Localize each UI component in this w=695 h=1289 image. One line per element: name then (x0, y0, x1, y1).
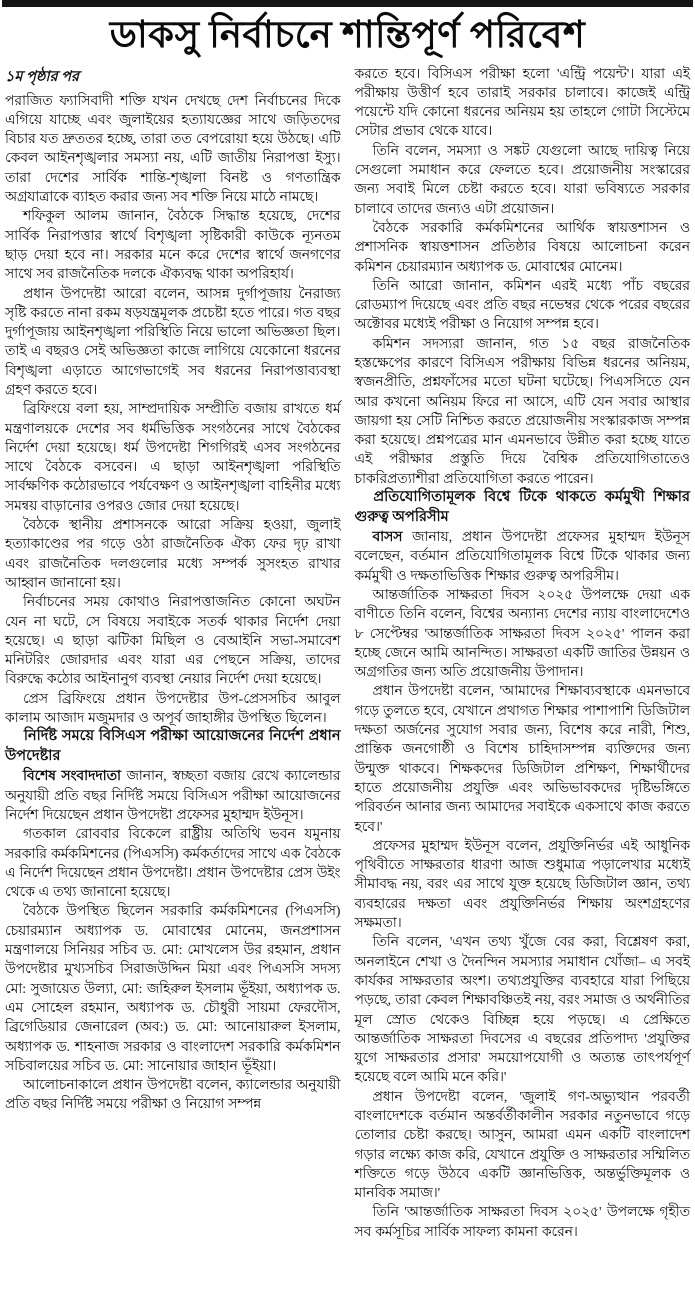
left-column (5, 64, 341, 1242)
paragraph: আন্তর্জাতিক সাক্ষরতা দিবস ২০২৫ উপলক্ষে দেয়া এক বাণীতে তিনি বলেন, বিশ্বের অন্যান্য দেশের ন্যায় বাংলাদেশেও ৮ সেপ্টেম্বর 'আন্তর্জাতিক সাক্ষরতা দিবস ২০২৫' পালন করা হচ্ছে জেনে আমি আনন্দিত। সাক্ষরতা একটি জাতির উন্নয়ন ও অগ্রগতির জন্য অতি প্রয়োজনীয় উপাদান। (354, 586, 690, 680)
section-subheading: নির্দিষ্ট সময়ে বিসিএস পরীক্ষা আয়োজনের নির্দেশ প্রধান উপদেষ্টার (5, 728, 341, 764)
paragraph: প্রফেসর মুহাম্মদ ইউনূস বলেন, প্রযুক্তিনির্ভর এই আধুনিক পৃথিবীতে সাক্ষরতার ধারণা আজ শুধুমাত্র পড়ালেখার মধ্যেই সীমাবদ্ধ নয়, বরং এর সাথে যুক্ত হয়েছে ডিজিটাল জ্ঞান, তথ্য ব্যবহারের দক্ষতা এবং প্রযুক্তিনির্ভর শিক্ষায় অংশগ্রহণের সক্ষমতা। (354, 837, 690, 931)
paragraph (355, 527, 691, 585)
paragraph: কমিশন সদস্যরা জানান, গত ১৫ বছর রাজনৈতিক হস্তক্ষেপের কারণে বিসিএস পরীক্ষায় বিভিন্ন ধরনের অনিয়ম, স্বজনপ্রীতি, প্রশ্নফাঁসের মতো ঘটনা ঘটেছে। পিএসসিতে যেন আর কখনো অনিয়ম ফিরে না আসে, এটি যেন সবার আস্থার জায়গা হয় সেটি নিশ্চিত করতে প্রয়োজনীয় সংস্কারকাজ সম্পন্ন করা হয়েছে। প্রশ্নপত্রের মান এমনভাবে উন্নীত করা হচ্ছে যাতে এই পরীক্ষার প্রস্তুতি দিয়ে বৈশ্বিক প্রতিযোগিতাতেও চাকরিপ্রত্যাশীরা প্রতিযোগিতা করতে পারেন। (354, 335, 690, 486)
top-rule (2, 0, 693, 7)
paragraph: তিনি বলেন, 'এখন তথ্য খুঁজে বের করা, বিশ্লেষণ করা, অনলাইনে শেখা ও দৈনন্দিন সমস্যার সমাধান খোঁজা– এ সবই কার্যকর সাক্ষরতার অংশ। তথ্যপ্রযুক্তির ব্যবহারে যারা পিছিয়ে পড়ছে, তারা কেবল শিক্ষাবঞ্চিতই নয়, বরং সমাজ ও অর্থনীতির মূল স্রোত থেকেও বিচ্ছিন্ন হয়ে পড়ছে। এ প্রেক্ষিতে আন্তর্জাতিক সাক্ষরতা দিবসের এ বছরের প্রতিপাদ্য 'প্রযুক্তির যুগে সাক্ষরতার প্রসার' সময়োপযোগী ও অত্যন্ত তাৎপর্যপূর্ণ হয়েছে বলে আমি মনে করি।' (354, 934, 690, 1085)
paragraph: করতে হবে। বিসিএস পরীক্ষা হলো 'এন্ট্রি পয়েন্ট'। যারা এই পরীক্ষায় উত্তীর্ণ হবে তারাই সরকার চালাবে। কাজেই এন্ট্রি পয়েন্টে যদি কোনো ধরনের অনিয়ম হয় তাহলে গোটা সিস্টেমে সেটার প্রভাব থেকে যাবে। (354, 65, 690, 139)
reporter-credit: বিশেষ সংবাদদাতা (22, 768, 121, 784)
paragraph: তিনি আরো জানান, কমিশন এরই মধ্যে পাঁচ বছরের রোডম্যাপ দিয়েছে এবং প্রতি বছর নভেম্বর থেকে পরের বছরের অক্টোবর মধ্যেই পরীক্ষা ও নিয়োগ সম্পন্ন হবে। (354, 277, 690, 332)
paragraph: বৈঠকে উপস্থিত ছিলেন সরকারি কর্মকমিশনের (পিএসসি) চেয়ারম্যান অধ্যাপক ড. মোবাশ্বের মোনেম, জনপ্রশাসন মন্ত্রণালয়ে সিনিয়র সচিব ড. মো: মোখলেস উর রহমান, প্রধান উপদেষ্টার মুখ্যসচিব সিরাজউদ্দিন মিয়া এবং পিএসসি সদস্য মো: সুজায়েত উল্যা, মো: জহিরুল ইসলাম ভূঁইয়া, অধ্যাপক ড. এম সোহেল রহমান, অধ্যাপক ড. চৌধুরী সায়মা ফেরদৌস, ব্রিগেডিয়ার জেনারেল (অব:) ড. মো: আনোয়ারুল ইসলাম, অধ্যাপক ড. শাহনাজ সরকার ও বাংলাদেশ সরকারি কর্মকমিশন সচিবালয়ের সচিব ড. মো: সানোয়ার জাহান ভূঁইয়া। (5, 903, 341, 1073)
paragraph: বৈঠকে সরকারি কর্মকমিশনের আর্থিক স্বায়ত্তশাসন ও প্রশাসনিক স্বায়ত্তশাসন প্রতিষ্ঠার বিষয়ে আলোচনা করেন কমিশন চেয়ারম্যান অধ্যাপক ড. মোবাশ্বের মোনেম। (354, 219, 690, 274)
article-body (0, 64, 695, 1242)
article-headline: ডাকসু নির্বাচনে শান্তিপূর্ণ পরিবেশ (109, 15, 586, 56)
paragraph-text: জানায়, প্রধান উপদেষ্টা প্রফেসর মুহাম্মদ ইউনূস বলেছেন, বর্তমান প্রতিযোগিতামূলক বিশ্বে টিকে থাকার জন্য কর্মমুখী ও দক্ষতাভিত্তিক শিক্ষার গুরুত্ব অপরিসীম। (354, 529, 690, 583)
paragraph: ব্রিফিংয়ে বলা হয়, সাম্প্রদায়িক সম্প্রীতি বজায় রাখতে ধর্ম মন্ত্রণালয়কে দেশের সব ধর্মভিত্তিক সংগঠনের সাথে বৈঠকের নির্দেশ দেয়া হয়েছে। ধর্ম উপদেষ্টা শিগগিরই এসব সংগঠনের সাথে বৈঠকে বসবেন। এ ছাড়া আইনশৃঙ্খলা পরিস্থিতি সার্বক্ষণিক কঠোরভাবে পর্যবেক্ষণ ও আইনশৃঙ্খলা বাহিনীর মধ্যে সমন্বয় বাড়ানোর ওপরও জোর দেয়া হয়েছে। (5, 401, 341, 513)
section-subheading: প্রতিযোগিতামূলক বিশ্বে টিকে থাকতে কর্মমুখী শিক্ষার গুরুত্ব অপরিসীম (354, 489, 690, 525)
paragraph: আলোচনাকালে প্রধান উপদেষ্টা বলেন, ক্যালেন্ডার অনুযায়ী প্রতি বছর নির্দিষ্ট সময়ে পরীক্ষা ও নিয়োগ সম্পন্ন (5, 1077, 341, 1112)
paragraph: প্রধান উপদেষ্টা বলেন, 'জুলাই গণ-অভ্যুত্থান পরবর্তী বাংলাদেশকে বর্তমান অন্তর্বর্তীকালীন সরকার নতুনভাবে গড়ে তোলার চেষ্টা করছে। আসুন, আমরা এমন একটি বাংলাদেশ গড়ার লক্ষ্যে কাজ করি, যেখানে প্রযুক্তি ও সাক্ষরতার সম্মিলিত শক্তিতে গড়ে উঠবে একটি জ্ঞানভিত্তিক, অন্তর্ভুক্তিমূলক ও মানবিক সমাজ।' (354, 1088, 690, 1201)
paragraph (5, 766, 341, 824)
paragraph: পরাজিত ফ্যাসিবাদী শক্তি যখন দেখছে দেশ নির্বাচনের দিকে এগিয়ে যাচ্ছে এবং জুলাইয়ের হত্যাযজ্ঞের সাথে জড়িতদের বিচার যত দ্রুততর হচ্ছে, তারা তত বেপরোয়া হয়ে উঠছে। এটি কেবল আইনশৃঙ্খলার সমস্যা নয়, এটি জাতীয় নিরাপত্তা ইস্যু। তারা দেশের সার্বিক শান্তি-শৃঙ্খলা বিনষ্ট ও গণতান্ত্রিক অগ্রযাত্রাকে ব্যাহত করার জন্য সব শক্তি নিয়ে মাঠে নামছে। (5, 92, 341, 205)
paragraph: তিনি 'আন্তর্জাতিক সাক্ষরতা দিবস ২০২৫' উপলক্ষে গৃহীত সব কর্মসূচির সার্বিক সাফল্য কামনা করেন। (354, 1204, 690, 1239)
paragraph: গতকাল রোববার বিকেলে রাষ্ট্রীয় অতিথি ভবন যমুনায় সরকারি কর্মকমিশনের (পিএসসি) কর্মকর্তাদের সাথে এক বৈঠকে এ নির্দেশ দিয়েছেন প্রধান উপদেষ্টা। প্রধান উপদেষ্টার প্রেস উইং থেকে এ তথ্য জানানো হয়েছে। (5, 826, 341, 900)
right-column (355, 64, 691, 1242)
paragraph-text: জানান, স্বচ্ছতা বজায় রেখে ক্যালেন্ডার অনুযায়ী প্রতি বছর নির্দিষ্ট সময়ে বিসিএস পরীক্ষা আয়োজনের নির্দেশ দিয়েছেন প্রধান উপদেষ্টা প্রফেসর মুহাম্মদ ইউনূস। (5, 768, 341, 822)
continuation-label: ১ম পৃষ্ঠার পর (5, 68, 79, 85)
news-agency-credit: বাসস (372, 529, 403, 545)
paragraph: প্রধান উপদেষ্টা আরো বলেন, আসন্ন দুর্গাপূজায় নৈরাজ্য সৃষ্টি করতে নানা রকম ষড়যন্ত্রমূলক প্রচেষ্টা হতে পারে। গত বছর দুর্গাপূজায় আইনশৃঙ্খলা পরিস্থিতি নিয়ে ভালো অভিজ্ঞতা ছিল। তাই এ বছরও সেই অভিজ্ঞতা কাজে লাগিয়ে যেকোনো ধরনের বিশৃঙ্খলা এড়াতে আগেভাগেই সব ধরনের নিরাপত্তাব্যবস্থা গ্রহণ করতে হবে। (5, 285, 341, 397)
paragraph: বৈঠকে স্থানীয় প্রশাসনকে আরো সক্রিয় হওয়া, জুলাই হত্যাকাণ্ডের পর গড়ে ওঠা রাজনৈতিক ঐক্য ফের দৃঢ় রাখা এবং রাজনৈতিক দলগুলোর মধ্যে সম্পর্ক সুসংহত রাখার আহ্বান জানানো হয়। (5, 517, 341, 590)
paragraph: নির্বাচনের সময় কোথাও নিরাপত্তাজনিত কোনো অঘটন যেন না ঘটে, সে বিষয়ে সবাইকে সতর্ক থাকার নির্দেশ দেয়া হয়েছে। এ ছাড়া ঝটিকা মিছিল ও বেআইনি সভা-সমাবেশ মনিটরিং জোরদার এবং যারা এর পেছনে সক্রিয়, তাদের বিরুদ্ধে কঠোর আইনানুগ ব্যবস্থা নেয়ার নির্দেশ দেয়া হয়েছে। (5, 594, 341, 687)
paragraph: তিনি বলেন, সমস্যা ও সঙ্কট যেগুলো আছে দায়িত্ব নিয়ে সেগুলো সমাধান করে ফেলতে হবে। প্রয়োজনীয় সংস্কারের জন্য সবাই মিলে চেষ্টা করতে হবে। যারা ভবিষ্যতে সরকার চালাবে তাদের জন্যও এটা প্রয়োজন। (354, 142, 690, 216)
paragraph: প্রধান উপদেষ্টা বলেন, 'আমাদের শিক্ষাব্যবস্থাকে এমনভাবে গড়ে তুলতে হবে, যেখানে প্রথাগত শিক্ষার পাশাপাশি ডিজিটাল দক্ষতা অর্জনের সুযোগ সবার জন্য, বিশেষ করে নারী, শিশু, প্রান্তিক জনগোষ্ঠী ও বিশেষ চাহিদাসম্পন্ন ব্যক্তিদের জন্য উন্মুক্ত থাকবে। শিক্ষকদের ডিজিটাল প্রশিক্ষণ, শিক্ষার্থীদের হাতে প্রয়োজনীয় প্রযুক্তি এবং অভিভাবকদের দৃষ্টিভঙ্গিতে পরিবর্তন আনার জন্য আমাদের সবাইকে একসাথে কাজ করতে হবে।' (354, 683, 690, 834)
paragraph: প্রেস ব্রিফিংয়ে প্রধান উপদেষ্টার উপ-প্রেসসচিব আবুল কালাম আজাদ মজুমদার ও অপূর্ব জাহাঙ্গীর উপস্থিত ছিলেন। (5, 690, 341, 726)
paragraph: শফিকুল আলম জানান, বৈঠকে সিদ্ধান্ত হয়েছে, দেশের সার্বিক নিরাপত্তার স্বার্থে বিশৃঙ্খলা সৃষ্টিকারী কাউকে ন্যূনতম ছাড় দেয়া হবে না। সরকার মনে করে দেশের স্বার্থে জনগণের সাথে সব রাজনৈতিক দলকে ঐক্যবদ্ধ থাকা অপরিহার্য। (5, 208, 341, 282)
